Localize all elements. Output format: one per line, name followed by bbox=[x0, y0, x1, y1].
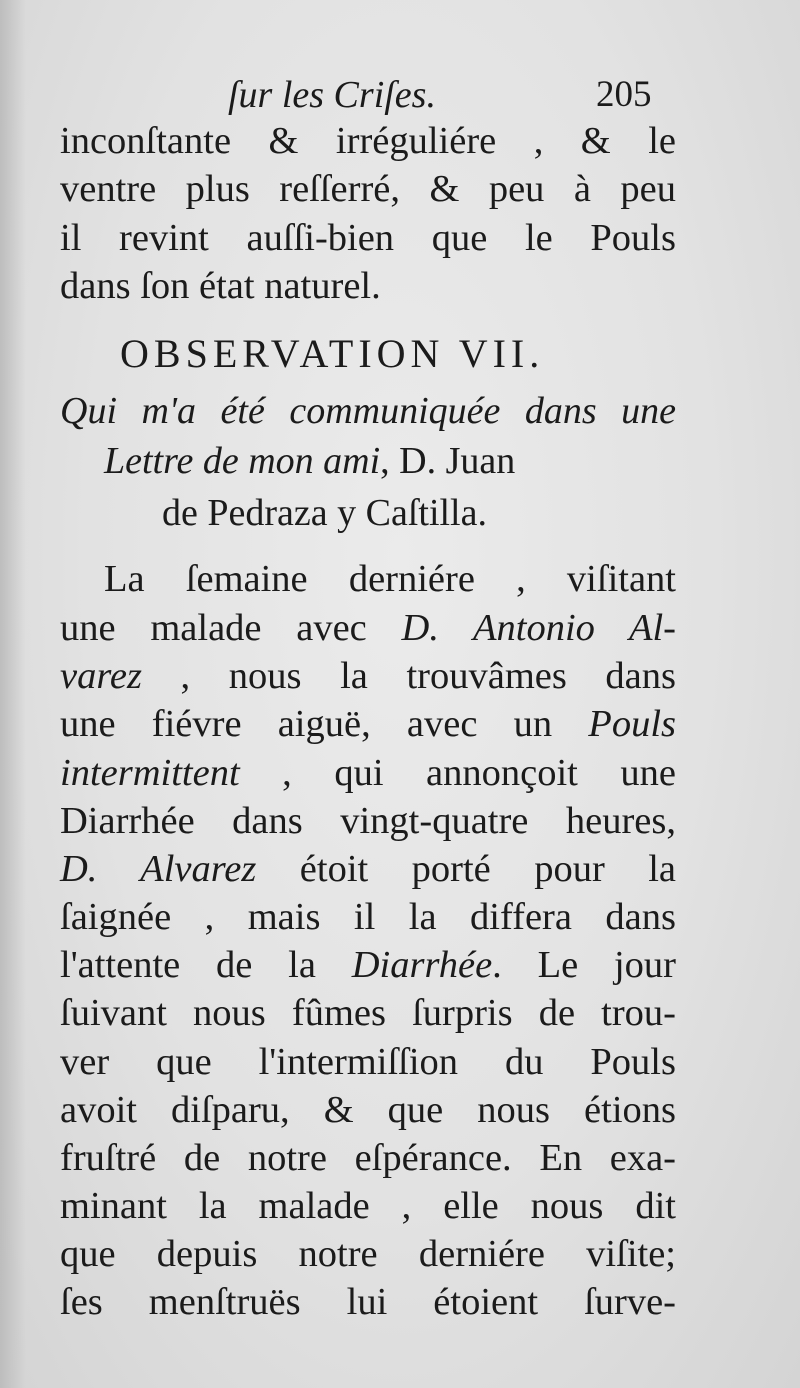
text-line: inconſtante & irréguliére , & le bbox=[60, 120, 676, 162]
text-span: , qui annonçoit une bbox=[239, 752, 676, 794]
text-line: ſes menſtruës lui étoient ſurve- bbox=[60, 1281, 676, 1323]
text-line: fruſtré de notre eſpérance. En exa- bbox=[60, 1137, 676, 1179]
italic-span: Pouls bbox=[588, 703, 676, 745]
text-line: ſuivant nous fûmes ſurpris de trou- bbox=[60, 992, 676, 1034]
text-line: avoit diſparu, & que nous étions bbox=[60, 1089, 676, 1131]
observation-subtitle-line: de Pedraza y Caſtilla. bbox=[162, 492, 487, 534]
text-line: minant la malade , elle nous dit bbox=[60, 1185, 676, 1227]
running-title: ſur les Criſes. bbox=[228, 74, 436, 116]
italic-span: varez bbox=[60, 655, 142, 697]
page-edge-shadow bbox=[0, 0, 26, 1388]
text-span: étoit porté pour la bbox=[256, 848, 676, 890]
text-line bbox=[60, 657, 676, 696]
observation-subtitle-line bbox=[104, 442, 515, 480]
text-line: ſaignée , mais il la differa dans bbox=[60, 896, 676, 938]
text-line: ventre plus reſſerré, & peu à peu bbox=[60, 168, 676, 210]
observation-title: OBSERVATION VII. bbox=[120, 331, 545, 376]
italic-span: Diarrhée bbox=[351, 944, 493, 986]
text-line: que depuis notre derniére viſite; bbox=[60, 1233, 676, 1275]
text-line bbox=[60, 754, 676, 793]
text-span: l'attente de la bbox=[60, 944, 352, 986]
observation-subtitle-line: Qui m'a été communiquée dans une bbox=[60, 390, 676, 432]
text-line bbox=[60, 705, 676, 744]
text-line bbox=[60, 946, 676, 985]
text-line bbox=[60, 609, 676, 648]
text-line: il revint auſſi-bien que le Pouls bbox=[60, 217, 676, 259]
text-span: . Le jour bbox=[492, 944, 676, 986]
text-line bbox=[60, 850, 676, 889]
text-span: une malade avec bbox=[60, 607, 402, 649]
text-line: La ſemaine derniére , viſitant bbox=[104, 558, 676, 600]
text-line: dans ſon état naturel. bbox=[60, 265, 381, 307]
italic-span: D. Antonio Al- bbox=[401, 607, 676, 649]
text-span: , nous la trouvâmes dans bbox=[141, 655, 676, 697]
text-line: Diarrhée dans vingt-quatre heures, bbox=[60, 800, 676, 842]
text-span: une fiévre aiguë, avec un bbox=[60, 703, 589, 745]
italic-span: intermittent bbox=[60, 752, 240, 794]
page-number: 205 bbox=[596, 74, 652, 115]
subtitle-italic-span: Lettre de mon ami bbox=[104, 440, 381, 482]
italic-span: D. Alvarez bbox=[60, 848, 257, 890]
text-line: ver que l'intermiſſion du Pouls bbox=[60, 1041, 676, 1083]
subtitle-roman-span: , D. Juan bbox=[380, 440, 516, 482]
